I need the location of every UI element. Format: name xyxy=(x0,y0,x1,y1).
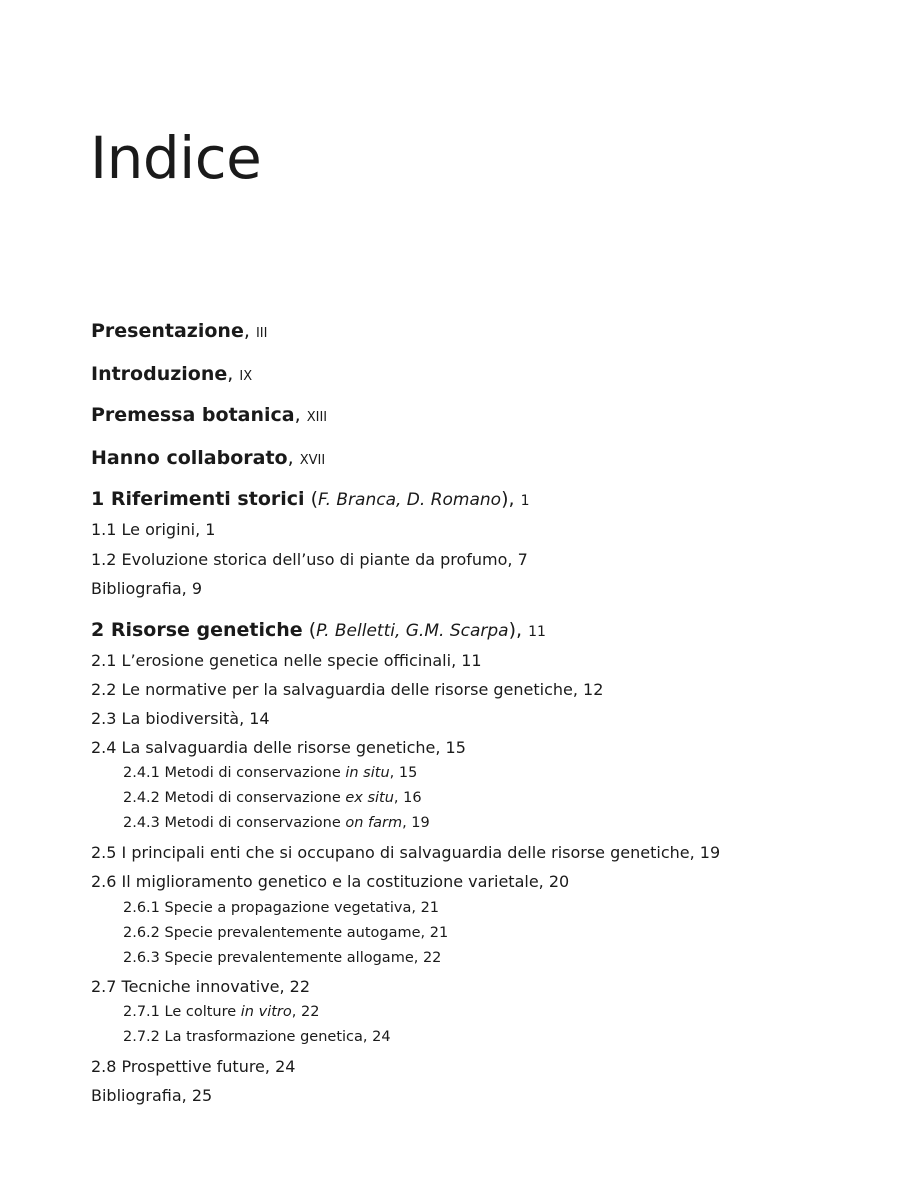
toc-entry-front: Premessa botanica, XIII xyxy=(91,404,328,426)
toc-entry-text: 2.7 Tecniche innovative, 22 xyxy=(91,977,311,996)
toc-entry-text: 2.8 Prospettive future, 24 xyxy=(91,1057,296,1076)
toc-entry-sub xyxy=(123,813,430,833)
toc-entry-front: Presentazione, III xyxy=(91,320,268,342)
toc-entry-chapter: 1 Riferimenti storici (F. Branca, D. Romano), 1 xyxy=(91,488,530,510)
toc-entry-text: in vitro xyxy=(240,1004,292,1020)
toc-entry-text: , 22 xyxy=(291,1004,320,1020)
toc-entry-page: IX xyxy=(239,369,253,384)
toc-entry-text: 2.6 Il miglioramento genetico e la costituzione varietale, 20 xyxy=(91,872,570,891)
toc-entry-text: Bibliografia, 25 xyxy=(91,1086,213,1105)
toc-entry-sub xyxy=(123,923,448,943)
toc-entry-section xyxy=(91,650,482,672)
toc-entry-label: Hanno collaborato xyxy=(91,447,288,469)
toc-entry-text: 2.3 La biodiversità, 14 xyxy=(91,709,270,728)
toc-entry-text: , 16 xyxy=(393,790,422,806)
toc-entry-section xyxy=(91,519,215,541)
toc-entry-text: 1.2 Evoluzione storica dell’uso di piante da profumo, 7 xyxy=(91,550,528,569)
toc-entry-page: XVII xyxy=(299,453,326,468)
toc-entry-text: 2.7.1 Le colture xyxy=(123,1004,241,1020)
toc-entry-section xyxy=(91,549,528,571)
page-title: Indice xyxy=(90,124,262,192)
toc-entry-text: 2.4.2 Metodi di conservazione xyxy=(123,790,346,806)
chapter-title: 2 Risorse genetiche xyxy=(91,619,303,641)
toc-entry-section xyxy=(91,737,466,759)
toc-entry-chapter: 2 Risorse genetiche (P. Belletti, G.M. Scarpa), 11 xyxy=(91,619,546,641)
toc-entry-sub xyxy=(123,788,422,808)
toc-entry-page: III xyxy=(255,326,268,341)
toc-entry-text: 2.4 La salvaguardia delle risorse genetiche, 15 xyxy=(91,738,466,757)
toc-entry-section xyxy=(91,842,720,864)
toc-entry-label: Presentazione xyxy=(91,320,244,342)
toc-entry-text: 2.6.1 Specie a propagazione vegetativa, 21 xyxy=(123,900,440,916)
toc-entry-label: Introduzione xyxy=(91,363,228,385)
chapter-authors: P. Belletti, G.M. Scarpa xyxy=(316,621,509,641)
chapter-title: 1 Riferimenti storici xyxy=(91,488,305,510)
toc-entry-front: Hanno collaborato, XVII xyxy=(91,447,326,469)
chapter-page: 1 xyxy=(520,493,530,509)
toc-entry-section xyxy=(91,578,202,600)
toc-entry-sub xyxy=(123,763,417,783)
toc-entry-sub xyxy=(123,948,441,968)
toc-entry-text: 2.6.3 Specie prevalentemente allogame, 22 xyxy=(123,950,442,966)
toc-entry-section xyxy=(91,871,569,893)
toc-entry-section xyxy=(91,976,310,998)
toc-entry-text: 2.4.1 Metodi di conservazione xyxy=(123,765,346,781)
toc-entry-page: XIII xyxy=(306,410,328,425)
toc-entry-label: Premessa botanica xyxy=(91,404,295,426)
toc-entry-sub xyxy=(123,1002,319,1022)
toc-entry-section xyxy=(91,708,270,730)
toc-entry-front: Introduzione, IX xyxy=(91,363,253,385)
toc-entry-text: , 15 xyxy=(389,765,418,781)
toc-entry-sub xyxy=(123,1027,391,1047)
toc-entry-text: 2.4.3 Metodi di conservazione xyxy=(123,815,346,831)
toc-entry-text: , 19 xyxy=(402,815,430,831)
toc-entry-text: Bibliografia, 9 xyxy=(91,579,203,598)
toc-entry-text: 2.2 Le normative per la salvaguardia delle risorse genetiche, 12 xyxy=(91,680,604,699)
toc-entry-text: 2.5 I principali enti che si occupano di salvaguardia delle risorse genetiche, 19 xyxy=(91,843,721,862)
toc-entry-text: 2.1 L’erosione genetica nelle specie officinali, 11 xyxy=(91,651,482,670)
table-of-contents xyxy=(91,0,891,1200)
toc-entry-text: 2.6.2 Specie prevalentemente autogame, 21 xyxy=(123,925,449,941)
toc-entry-section xyxy=(91,1085,212,1107)
chapter-authors: F. Branca, D. Romano xyxy=(318,490,502,510)
chapter-page: 11 xyxy=(528,624,546,640)
toc-entry-text: ex situ xyxy=(345,790,394,806)
toc-entry-section xyxy=(91,679,603,701)
toc-entry-section xyxy=(91,1056,295,1078)
toc-entry-text: 2.7.2 La trasformazione genetica, 24 xyxy=(123,1029,391,1045)
toc-entry-text: 1.1 Le origini, 1 xyxy=(91,520,216,539)
toc-entry-text: on farm xyxy=(345,815,403,831)
toc-entry-text: in situ xyxy=(345,765,390,781)
toc-entry-sub xyxy=(123,898,439,918)
